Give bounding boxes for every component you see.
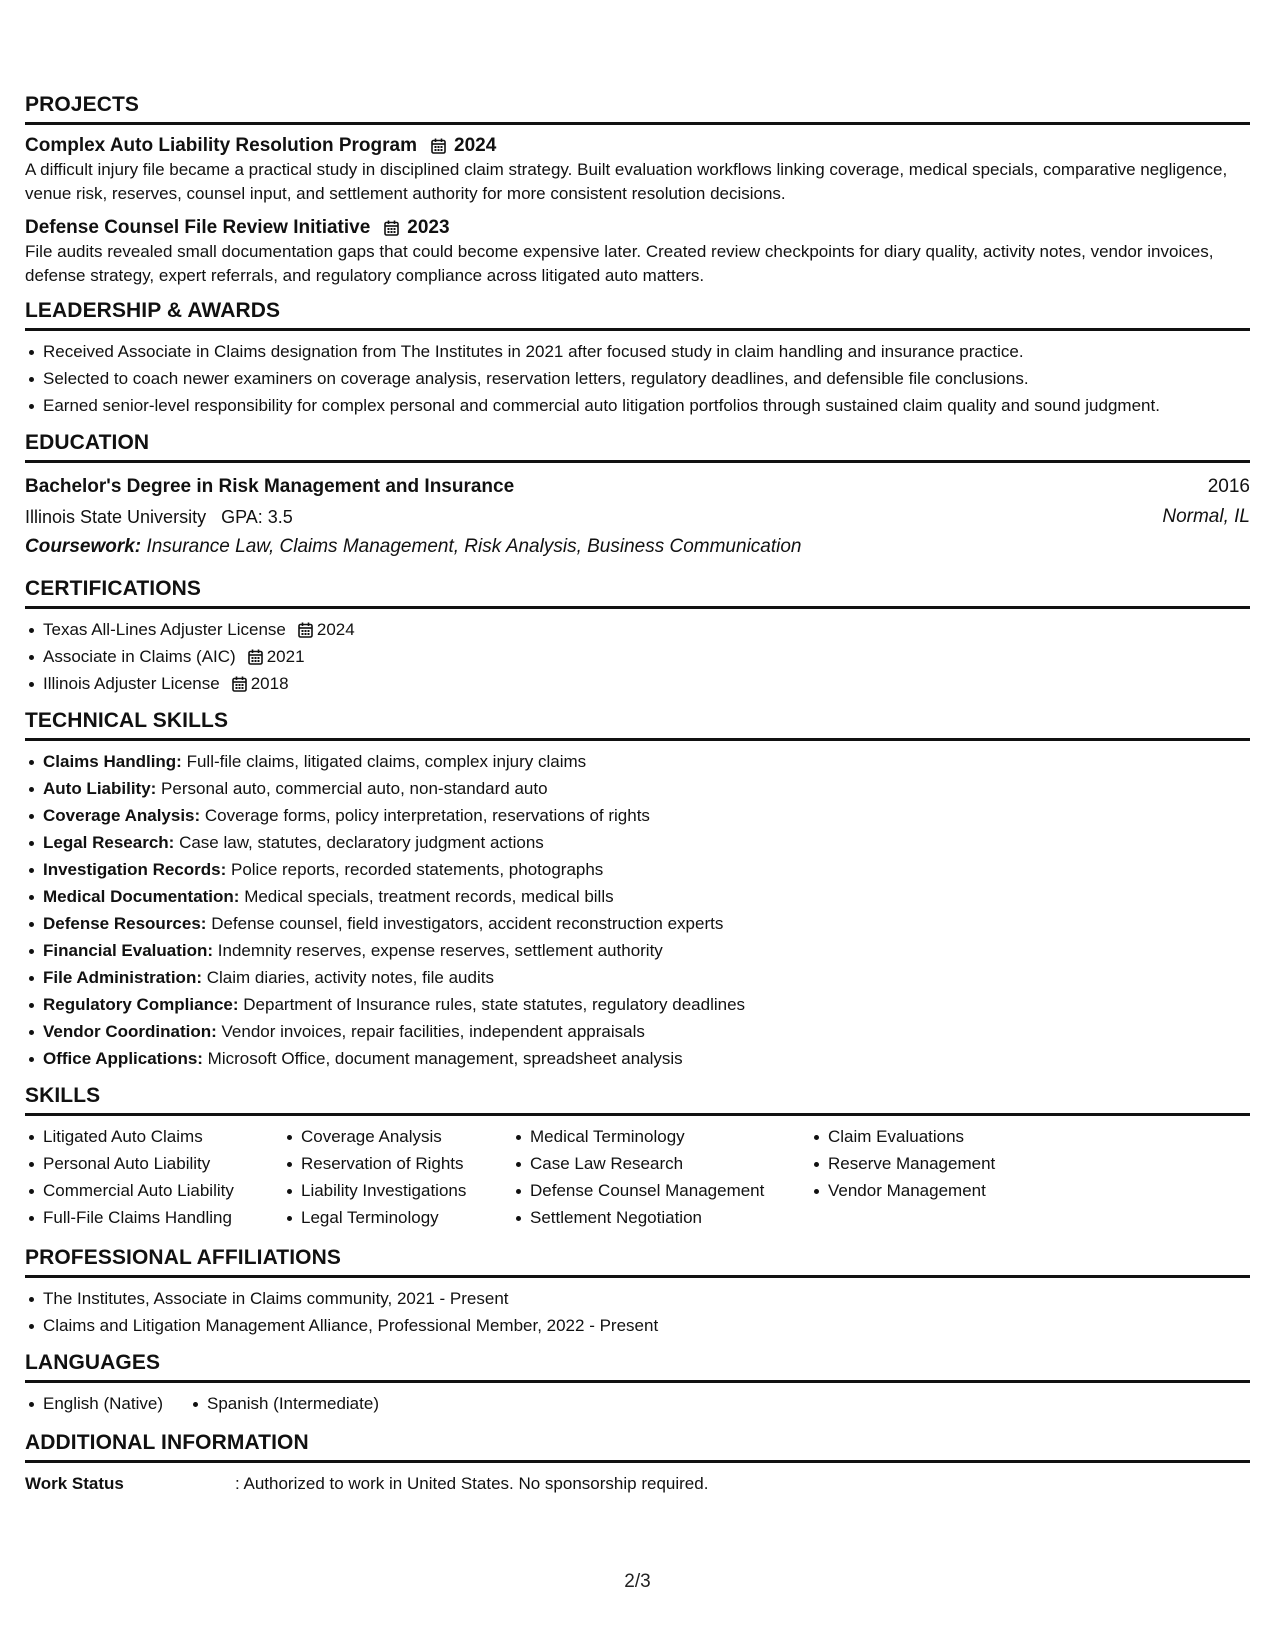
project-description: File audits revealed small documentation gaps that could become expensive later. Created review checkpoints for diary quality, activity notes, vendor invoices, defense strategy, expert referrals, and regulatory compliance across litigated auto matters.	[25, 242, 1214, 285]
skill-category: Defense Resources:	[43, 914, 207, 933]
list-item: Full-File Claims Handling	[43, 1206, 283, 1230]
graduation-year: 2016	[1207, 476, 1250, 497]
project-name: Complex Auto Liability Resolution Program	[25, 135, 417, 156]
section-title: EDUCATION	[25, 430, 1250, 463]
skill-category: Legal Research:	[43, 833, 175, 852]
list-item: Legal Terminology	[301, 1206, 512, 1230]
skill-category: Coverage Analysis:	[43, 806, 201, 825]
list-item: Coverage Analysis	[301, 1125, 512, 1149]
list-item	[43, 885, 1250, 909]
project-entry	[25, 134, 1250, 206]
leadership-list	[25, 340, 1250, 418]
project-name: Defense Counsel File Review Initiative	[25, 217, 371, 238]
skill-detail: Vendor invoices, repair facilities, independent appraisals	[216, 1022, 645, 1041]
list-item	[43, 804, 1250, 828]
cert-name: Associate in Claims (AIC)	[43, 647, 236, 666]
coursework-label: Coursework:	[25, 536, 142, 557]
section-title: LANGUAGES	[25, 1350, 1250, 1383]
affiliations-section	[25, 1245, 1250, 1338]
cert-year: 2018	[250, 674, 289, 693]
list-item: Liability Investigations	[301, 1179, 512, 1203]
projects-section	[25, 92, 1250, 288]
skill-detail: Department of Insurance rules, state statutes, regulatory deadlines	[238, 995, 746, 1014]
skill-category: Vendor Coordination:	[43, 1022, 217, 1041]
list-item	[43, 777, 1250, 801]
work-status-value: : Authorized to work in United States. No sponsorship required.	[235, 1474, 709, 1493]
skills-column	[810, 1125, 1058, 1233]
skill-category: Auto Liability:	[43, 779, 157, 798]
list-item	[43, 750, 1250, 774]
list-item	[43, 966, 1250, 990]
list-item: Medical Terminology	[530, 1125, 810, 1149]
cert-year: 2021	[266, 647, 305, 666]
cert-name: Illinois Adjuster License	[43, 674, 220, 693]
list-item	[43, 858, 1250, 882]
list-item	[43, 939, 1250, 963]
skill-detail: Medical specials, treatment records, medical bills	[239, 887, 614, 906]
list-item	[43, 618, 1250, 642]
section-title: TECHNICAL SKILLS	[25, 708, 1250, 741]
additional-section	[25, 1430, 1250, 1496]
skills-column	[512, 1125, 810, 1233]
calendar-icon	[431, 138, 446, 154]
project-year: 2024	[454, 135, 497, 156]
list-item: Litigated Auto Claims	[43, 1125, 283, 1149]
certifications-section	[25, 576, 1250, 696]
work-status-label: Work Status	[25, 1474, 124, 1493]
page-number: 2/3	[624, 1571, 651, 1592]
skill-category: Financial Evaluation:	[43, 941, 214, 960]
technical-skills-section	[25, 708, 1250, 1071]
section-title: PROFESSIONAL AFFILIATIONS	[25, 1245, 1250, 1278]
skill-detail: Microsoft Office, document management, spreadsheet analysis	[202, 1049, 683, 1068]
section-title: ADDITIONAL INFORMATION	[25, 1430, 1250, 1463]
list-item: Settlement Negotiation	[530, 1206, 810, 1230]
section-title: CERTIFICATIONS	[25, 576, 1250, 609]
affiliations-list	[25, 1287, 1250, 1338]
skill-category: Office Applications:	[43, 1049, 203, 1068]
skill-category: Investigation Records:	[43, 860, 227, 879]
skills-section	[25, 1083, 1250, 1233]
technical-skills-list	[25, 750, 1250, 1071]
list-item: Earned senior-level responsibility for complex personal and commercial auto litigation portfolios through sustained claim quality and sound judgment.	[43, 394, 1250, 418]
skill-detail: Indemnity reserves, expense reserves, settlement authority	[213, 941, 663, 960]
list-item	[43, 645, 1250, 669]
skill-detail: Personal auto, commercial auto, non-standard auto	[156, 779, 548, 798]
skill-detail: Coverage forms, policy interpretation, reservations of rights	[200, 806, 650, 825]
languages-list	[25, 1392, 1250, 1416]
list-item: Reserve Management	[828, 1152, 1058, 1176]
list-item: Vendor Management	[828, 1179, 1058, 1203]
calendar-icon	[384, 220, 399, 236]
list-item	[43, 912, 1250, 936]
list-item: Reservation of Rights	[301, 1152, 512, 1176]
languages-section	[25, 1350, 1250, 1416]
list-item: Personal Auto Liability	[43, 1152, 283, 1176]
skill-detail: Police reports, recorded statements, photographs	[226, 860, 604, 879]
list-item: Claim Evaluations	[828, 1125, 1058, 1149]
school-location: Normal, IL	[1162, 506, 1250, 527]
list-item	[43, 1020, 1250, 1044]
calendar-icon	[298, 622, 313, 638]
cert-year: 2024	[316, 620, 355, 639]
list-item: Selected to coach newer examiners on coverage analysis, reservation letters, regulatory deadlines, and defensible file conclusions.	[43, 367, 1250, 391]
calendar-icon	[232, 676, 247, 692]
skill-category: Regulatory Compliance:	[43, 995, 239, 1014]
section-title: LEADERSHIP & AWARDS	[25, 298, 1250, 331]
education-section	[25, 430, 1250, 562]
skill-category: Claims Handling:	[43, 752, 182, 771]
resume-page	[25, 92, 1250, 1496]
work-status-row	[25, 1472, 1250, 1496]
skill-detail: Claim diaries, activity notes, file audits	[202, 968, 494, 987]
skill-detail: Case law, statutes, declaratory judgment actions	[174, 833, 544, 852]
coursework-list: Insurance Law, Claims Management, Risk Analysis, Business Communication	[141, 536, 802, 557]
leadership-section	[25, 298, 1250, 418]
list-item: Case Law Research	[530, 1152, 810, 1176]
skills-column	[283, 1125, 512, 1233]
list-item: Defense Counsel Management	[530, 1179, 810, 1203]
project-description: A difficult injury file became a practical study in disciplined claim strategy. Built evaluation workflows linking coverage, medical specials, comparative negligence, venue risk, reserves, counsel input, and settlement authority for more consistent resolution decisions.	[25, 160, 1228, 203]
list-item: The Institutes, Associate in Claims community, 2021 - Present	[43, 1287, 1250, 1311]
skill-detail: Full-file claims, litigated claims, complex injury claims	[181, 752, 587, 771]
section-title: PROJECTS	[25, 92, 1250, 125]
skill-detail: Defense counsel, field investigators, accident reconstruction experts	[206, 914, 724, 933]
list-item	[43, 993, 1250, 1017]
list-item: English (Native)	[25, 1392, 163, 1416]
certifications-list	[25, 618, 1250, 696]
cert-name: Texas All-Lines Adjuster License	[43, 620, 286, 639]
coursework	[25, 532, 1250, 562]
list-item: Claims and Litigation Management Alliance, Professional Member, 2022 - Present	[43, 1314, 1250, 1338]
skill-category: Medical Documentation:	[43, 887, 240, 906]
skill-category: File Administration:	[43, 968, 202, 987]
project-year: 2023	[407, 217, 450, 238]
degree: Bachelor's Degree in Risk Management and Insurance	[25, 476, 515, 497]
list-item: Commercial Auto Liability	[43, 1179, 283, 1203]
school: Illinois State University GPA: 3.5	[25, 507, 293, 527]
list-item	[43, 831, 1250, 855]
list-item	[43, 1047, 1250, 1071]
calendar-icon	[248, 649, 263, 665]
skills-grid	[25, 1125, 1250, 1233]
project-entry	[25, 216, 1250, 288]
list-item: Received Associate in Claims designation from The Institutes in 2021 after focused study in claim handling and insurance practice.	[43, 340, 1250, 364]
list-item	[43, 672, 1250, 696]
list-item: Spanish (Intermediate)	[189, 1392, 379, 1416]
section-title: SKILLS	[25, 1083, 1250, 1116]
skills-column	[25, 1125, 283, 1233]
